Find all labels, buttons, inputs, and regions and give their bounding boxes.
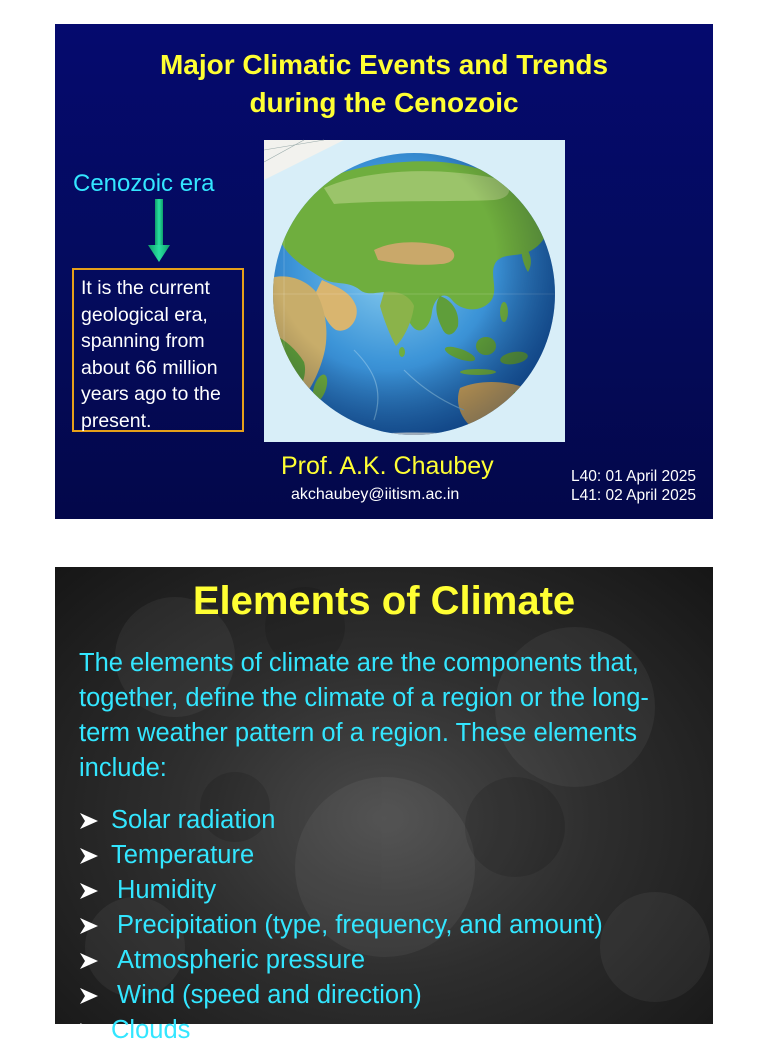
list-item <box>79 1013 603 1048</box>
list-item <box>79 978 603 1013</box>
list-item-label: Solar radiation <box>111 806 276 834</box>
down-arrow-icon <box>147 199 171 263</box>
list-item <box>79 838 603 873</box>
lecture-date-l40: L40: 01 April 2025 <box>571 468 696 485</box>
globe-image <box>264 140 565 442</box>
arrowhead-bullet-icon <box>79 917 99 935</box>
slide-title-line-1: Major Climatic Events and Trends <box>159 49 609 80</box>
slide-cenozoic-title <box>55 24 713 519</box>
era-label: Cenozoic era <box>73 170 215 197</box>
arrowhead-bullet-icon <box>79 812 99 830</box>
presenter-name: Prof. A.K. Chaubey <box>281 452 494 480</box>
arrowhead-bullet-icon <box>79 1022 99 1040</box>
arrowhead-bullet-icon <box>79 847 99 865</box>
list-item-label: Precipitation (type, frequency, and amount) <box>117 911 603 939</box>
presenter-email: akchaubey@iitism.ac.in <box>291 486 460 503</box>
slide-elements-of-climate <box>55 567 713 1044</box>
era-description-box: It is the current geological era, spanning from about 66 million years ago to the present. <box>72 268 244 432</box>
intro-paragraph: The elements of climate are the components that, together, define the climate of a region or the long-term weather pattern of a region. These elements include: <box>79 649 649 782</box>
lecture-date-l41: L41: 02 April 2025 <box>571 487 696 504</box>
list-item <box>79 908 603 943</box>
list-item <box>79 943 603 978</box>
slide-title: Elements of Climate <box>192 579 576 623</box>
list-item-label: Wind (speed and direction) <box>117 981 422 1009</box>
list-item-label: Atmospheric pressure <box>117 946 366 974</box>
arrowhead-bullet-icon <box>79 882 99 900</box>
slide-title <box>55 46 713 122</box>
lecture-dates <box>571 467 696 505</box>
globe-eastern-hemisphere-map <box>264 140 565 442</box>
list-item <box>79 803 603 838</box>
climate-elements-list <box>79 803 603 1048</box>
list-item-label: Humidity <box>117 876 217 904</box>
arrowhead-bullet-icon <box>79 952 99 970</box>
list-item-label: Clouds <box>111 1016 191 1044</box>
list-item <box>79 873 603 908</box>
list-item-label: Temperature <box>111 841 255 869</box>
slide-title-line-2: during the Cenozoic <box>249 87 519 118</box>
arrowhead-bullet-icon <box>79 987 99 1005</box>
